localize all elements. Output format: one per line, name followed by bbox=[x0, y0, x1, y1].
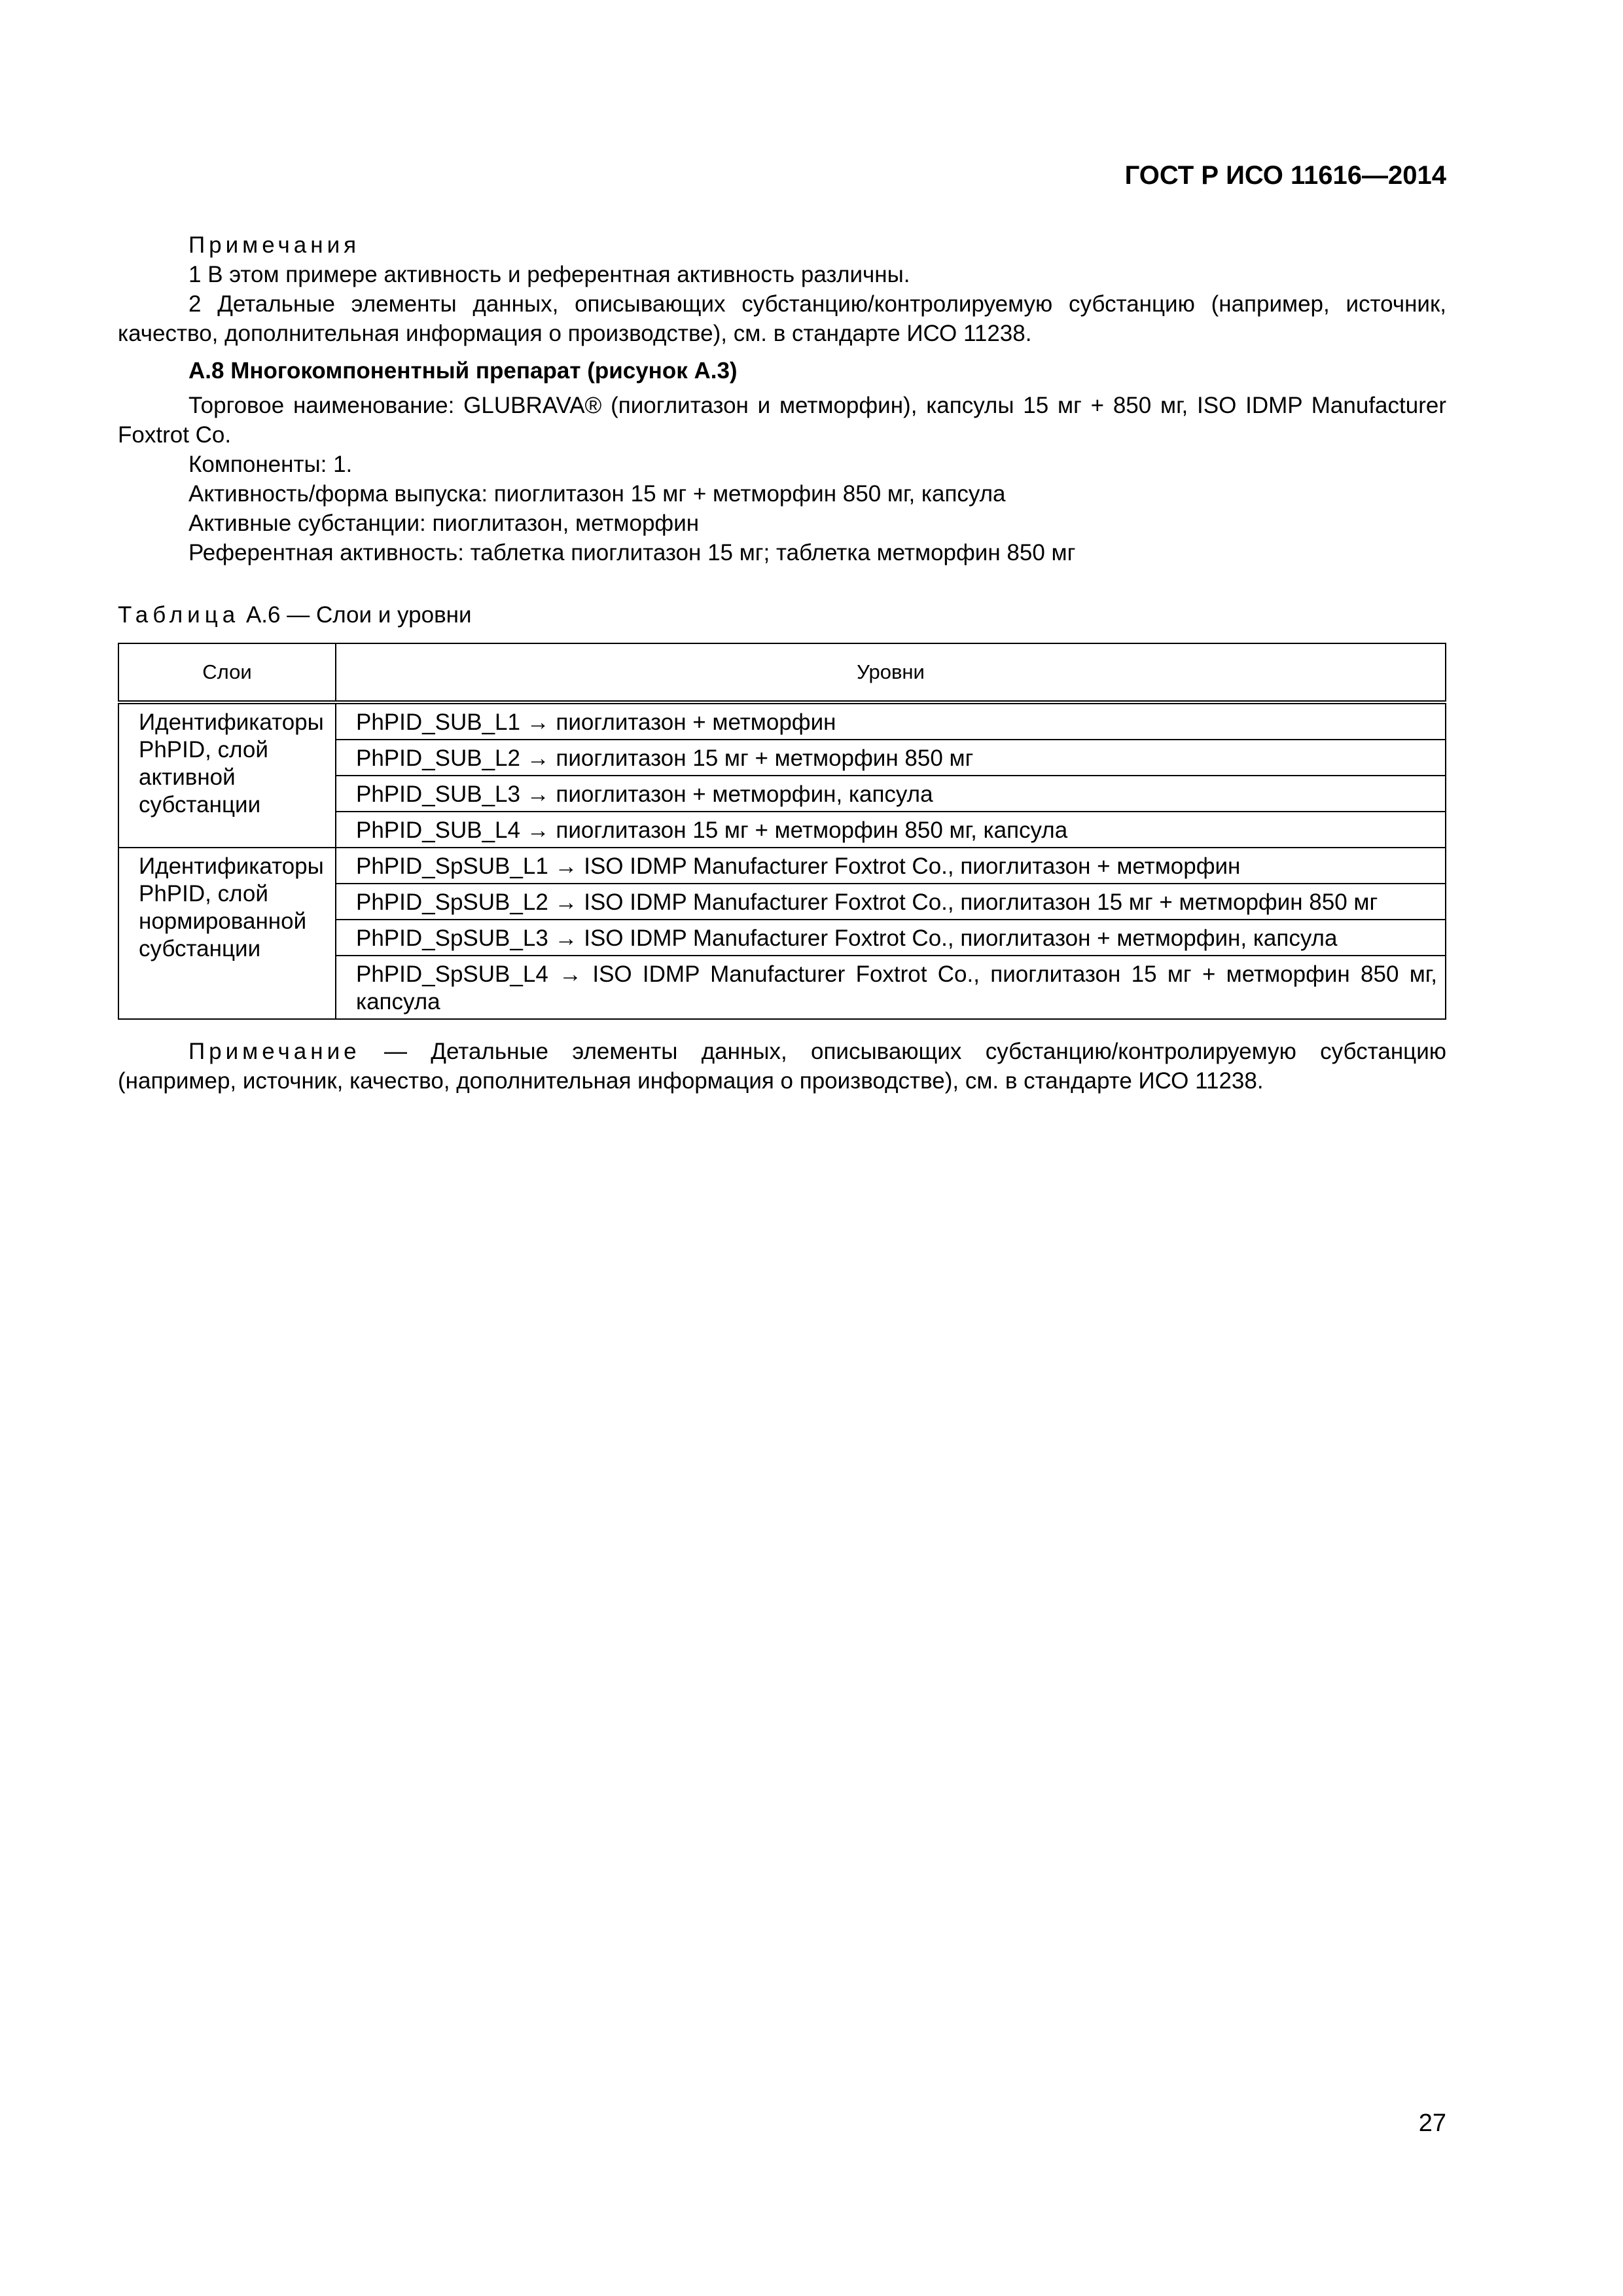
level-cell: PhPID_SpSUB_L3 → ISO IDMP Manufacturer Foxtrot Co., пиоглитазон + метморфин, капсула bbox=[336, 920, 1446, 956]
table-row bbox=[118, 848, 1446, 884]
note-item-2: 2 Детальные элементы данных, описывающих субстанцию/контролируемую субстанцию (например, источник, качество, дополнительная информация о производстве), см. в стандарте ИСО 11238. bbox=[118, 291, 1446, 346]
level-cell: PhPID_SUB_L1 → пиоглитазон + метморфин bbox=[336, 702, 1446, 740]
table-row bbox=[118, 702, 1446, 740]
level-cell: PhPID_SUB_L3 → пиоглитазон + метморфин, капсула bbox=[336, 776, 1446, 812]
table-header-row bbox=[118, 643, 1446, 702]
table-caption-title: А.6 — Слои и уровни bbox=[240, 602, 472, 628]
column-header-layers: Слои bbox=[118, 643, 336, 702]
level-cell: PhPID_SUB_L4 → пиоглитазон 15 мг + метморфин 850 мг, капсула bbox=[336, 812, 1446, 848]
level-cell: PhPID_SpSUB_L1 → ISO IDMP Manufacturer Foxtrot Co., пиоглитазон + метморфин bbox=[336, 848, 1446, 884]
layer-cell-specified-substance: Идентификаторы PhPID, слой нормированной субстанции bbox=[118, 848, 336, 1019]
table-caption bbox=[118, 600, 1446, 630]
section-title: А.8 Многокомпонентный препарат (рисунок А.3) bbox=[188, 358, 738, 384]
table-note-text: — Детальные элементы данных, описывающих субстанцию/контролируемую субстанцию (например, источник, качество, дополнительная информация о производстве), см. в стандарте ИСО 11238. bbox=[118, 1039, 1446, 1094]
document-header: ГОСТ Р ИСО 11616—2014 bbox=[1124, 161, 1446, 190]
active-substances-line: Активные субстанции: пиоглитазон, метморфин bbox=[188, 511, 700, 536]
layer-cell-active-substance: Идентификаторы PhPID, слой активной субстанции bbox=[118, 702, 336, 848]
notes-heading: Примечания bbox=[188, 232, 361, 258]
page-number: 27 bbox=[1418, 2109, 1446, 2137]
level-cell: PhPID_SUB_L2 → пиоглитазон 15 мг + метморфин 850 мг bbox=[336, 740, 1446, 776]
level-cell: PhPID_SpSUB_L2 → ISO IDMP Manufacturer Foxtrot Co., пиоглитазон 15 мг + метморфин 850 мг bbox=[336, 884, 1446, 920]
table-note bbox=[118, 1037, 1446, 1096]
components-line: Компоненты: 1. bbox=[188, 452, 353, 477]
page-content bbox=[118, 230, 1446, 1096]
note-item-1: 1 В этом примере активность и референтная активность различны. bbox=[188, 262, 910, 287]
table-caption-label: Таблица bbox=[118, 602, 240, 628]
level-cell: PhPID_SpSUB_L4 → ISO IDMP Manufacturer Foxtrot Co., пиоглитазон 15 мг + метморфин 850 мг, капсула bbox=[336, 956, 1446, 1019]
reference-strength-line: Референтная активность: таблетка пиоглитазон 15 мг; таблетка метморфин 850 мг bbox=[188, 540, 1076, 565]
strength-form-line: Активность/форма выпуска: пиоглитазон 15 мг + метморфин 850 мг, капсула bbox=[188, 481, 1006, 507]
table-note-label: Примечание bbox=[188, 1039, 361, 1064]
layers-table bbox=[118, 643, 1446, 1020]
trade-name-line: Торговое наименование: GLUBRAVA® (пиоглитазон и метморфин), капсулы 15 мг + 850 мг, ISO IDMP Manufacturer Foxtrot Co. bbox=[118, 393, 1446, 448]
column-header-levels: Уровни bbox=[336, 643, 1446, 702]
